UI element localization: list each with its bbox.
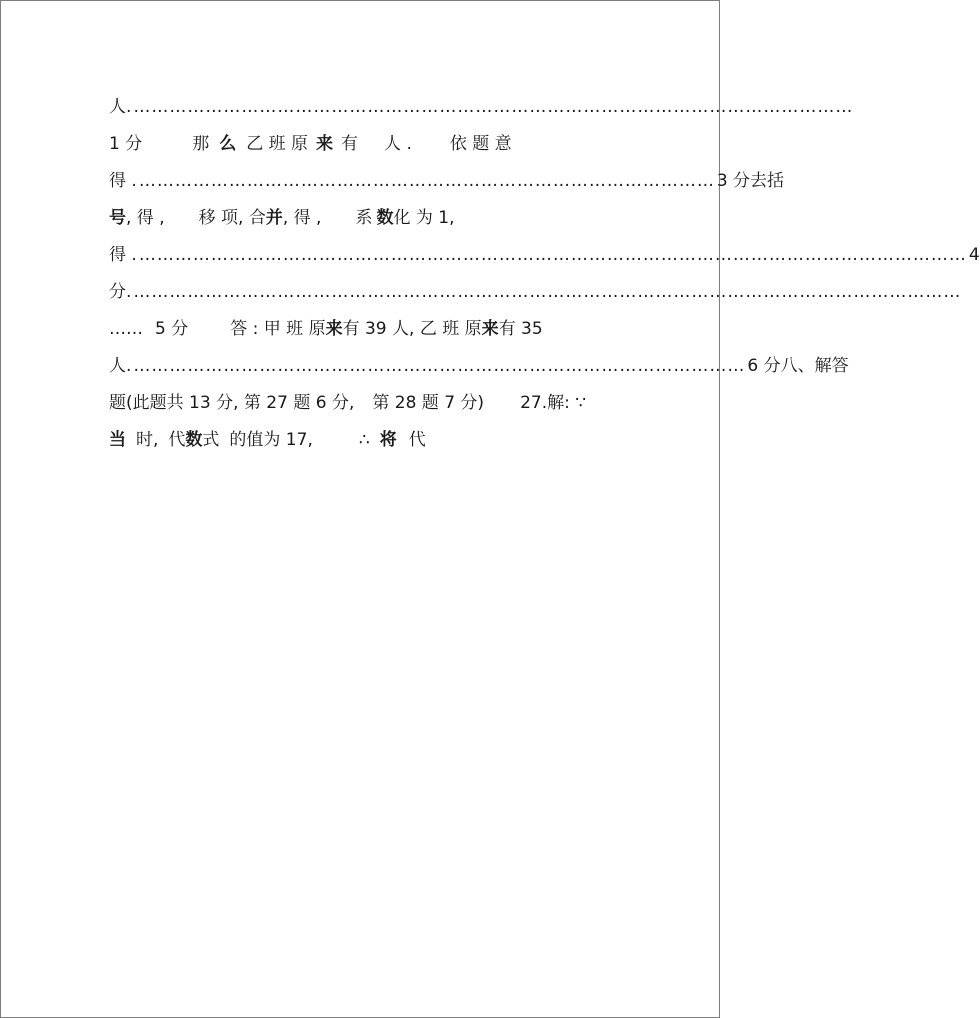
text-line-3 [109,163,785,200]
text-line-8 [109,348,849,385]
line-4-bold-b: 并 [265,208,283,228]
line-10-text-e: 代 [408,430,426,450]
line-3-text-a: 得 . [109,171,137,191]
leader-dots: …………………………………………………………………………………… [138,171,715,191]
leader-dots: ………………………………………………………………………………………………………… [133,97,854,117]
line-5-text-a: 得 . [109,245,137,265]
leader-dots: ………………………………………………………………………………………… [133,356,746,376]
text-line-7 [109,311,613,348]
line-5-score: 4 [968,245,980,265]
text-line-5 [109,237,980,274]
line-6-text-a: 分 [109,282,126,302]
line-8-section-title: 八、解答 [780,356,849,376]
line-2-bold-a: 么 [219,134,237,154]
line-1-text: 人. [109,97,132,117]
line-4-text-b: 移 项, 合 [198,208,266,228]
line-2-text-f: 依 题 意 [449,134,512,154]
line-7-text-b: 有 39 人, 乙 班 原 [342,319,482,339]
line-10-text-a: 时, [136,430,159,450]
document-body [109,89,980,459]
line-7-score: 5 分 [155,319,189,339]
line-10-text-b: 代 [168,430,186,450]
line-4-text-d: 系 [355,208,373,228]
line-7-dots: …… [109,319,143,339]
line-4-text-e: 化 为 1, [393,208,455,228]
line-3-text-b: 去括 [750,171,785,191]
line-8-text-a: 人. [109,356,132,376]
text-line-6 [109,274,962,311]
line-2-text-b: 那 [192,134,210,154]
text-line-10 [109,422,613,459]
text-line-9 [109,385,613,422]
line-10-text-d: 的值为 17, [229,430,313,450]
line-9-text-b: 第 28 题 7 分) [372,393,485,413]
line-6-period: . [126,282,132,302]
line-2-text-e: 人 . [384,134,412,154]
leader-dots: ………………………………………………………………………………………………………………………… [133,282,962,302]
line-10-therefore: ∴ [358,430,370,450]
line-4-bold-c: 数 [376,208,394,228]
line-10-bold-a: 当 [109,430,126,450]
line-7-bold-a: 来 [325,319,343,339]
line-3-score: 3 分 [716,171,751,191]
leader-dots: ………………………………………………………………………………………………………………………… [138,245,967,265]
line-2-text-d: 有 [341,134,359,154]
line-7-bold-b: 来 [481,319,499,339]
line-7-text-c: 有 35 [498,319,543,339]
line-2-bold-b: 来 [316,134,334,154]
line-4-text-a: , 得 , [126,208,165,228]
line-4-text-c: , 得 , [282,208,322,228]
text-line-4 [109,200,613,237]
line-7-text-a: 答 : 甲 班 原 [230,319,326,339]
line-2-text-a: 1 分 [109,134,143,154]
line-4-bold-a: 号 [109,208,126,228]
line-10-text-c: 式 [202,430,220,450]
line-9-text-c: 27.解: ∵ [520,393,587,413]
line-8-score: 6 分 [747,356,781,376]
text-line-1 [109,89,854,126]
line-9-text-a: 题(此题共 13 分, 第 27 题 6 分, [109,393,355,413]
line-10-bold-b: 数 [185,430,203,450]
line-10-bold-c: 将 [379,430,397,450]
text-line-2 [109,126,613,163]
line-2-text-c: 乙 班 原 [246,134,309,154]
